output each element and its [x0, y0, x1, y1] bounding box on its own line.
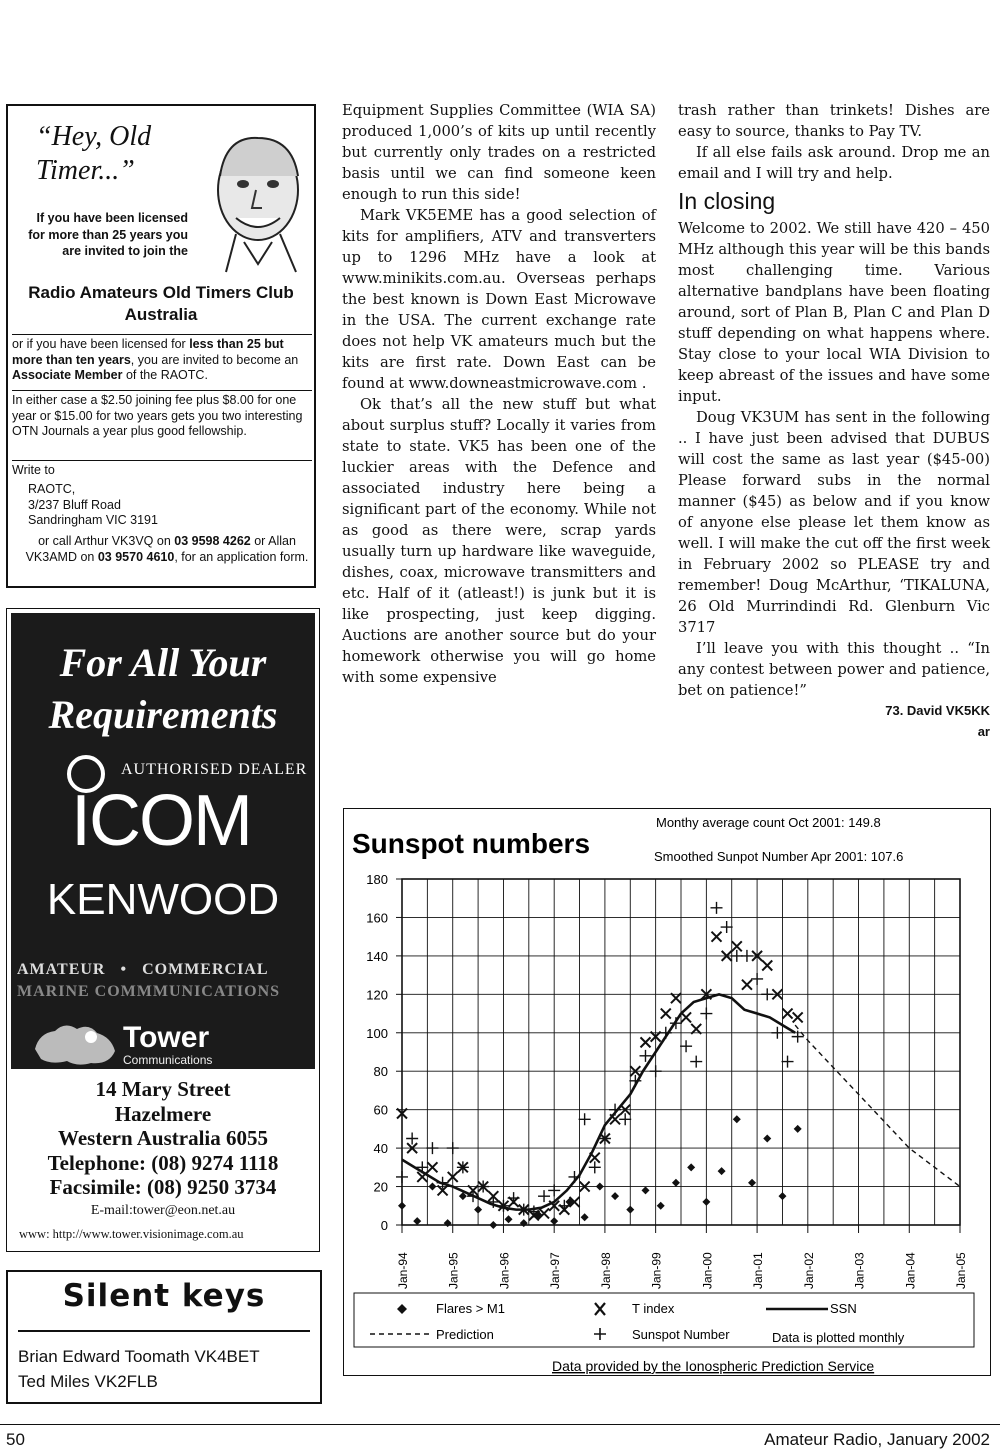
- flare-point: [672, 1179, 680, 1187]
- t-index-point: [590, 1153, 600, 1163]
- t-index-point: [762, 961, 772, 971]
- flare-point: [763, 1135, 771, 1143]
- tower-logo-text: Tower: [123, 1021, 210, 1054]
- x-tick-label: Jan-98: [598, 1252, 613, 1289]
- chart-title: Sunspot numbers: [352, 828, 591, 859]
- flare-point: [474, 1206, 482, 1214]
- tower-website: www: http://www.tower.visionimage.com.au: [19, 1227, 244, 1241]
- raotc-fees-text: In either case a $2.50 joining fee plus $8.00 for one year or $15.00 for two years gets you two interesting OTN Journals a year plus good fellowship.: [12, 390, 312, 440]
- chart-note-smoothed: Smoothed Sunpot Number Apr 2001: 107.6: [654, 849, 904, 864]
- raotc-club-name: Radio Amateurs Old Timers Club Australia: [28, 283, 294, 324]
- sunspot-number-point: [467, 1190, 479, 1202]
- flare-point: [413, 1217, 421, 1225]
- flare-point: [611, 1192, 619, 1200]
- australia-map-icon: [31, 1019, 121, 1069]
- icom-logo: ICOM: [71, 781, 251, 861]
- flare-point: [733, 1115, 741, 1123]
- authorised-dealer-label: AUTHORISED DEALER: [121, 761, 308, 778]
- sunspot-number-point: [650, 1065, 662, 1077]
- sunspot-number-point: [721, 921, 733, 933]
- flare-point: [641, 1186, 649, 1194]
- sunspot-number-point: [711, 902, 723, 914]
- ssn-line: [402, 994, 795, 1209]
- paragraph: If all else fails ask around. Drop me an email and I will try and help.: [678, 144, 990, 182]
- paragraph: trash rather than trinkets! Dishes are easy to source, thanks to Pay TV.: [678, 102, 990, 140]
- t-index-point: [610, 1114, 620, 1124]
- paragraph: I’ll leave you with this thought .. “In any contest between power and patience, bet on patience!”: [678, 640, 990, 699]
- prediction-line: [795, 1025, 960, 1186]
- y-tick-label: 0: [380, 1218, 388, 1233]
- legend-label: SSN: [830, 1301, 857, 1316]
- sunspot-number-point: [771, 1027, 783, 1039]
- tower-email: E-mail:tower@eon.net.au: [90, 1203, 236, 1218]
- tower-headline: For All Your Requirements: [48, 640, 278, 737]
- x-tick-label: Jan-97: [548, 1252, 563, 1289]
- y-tick-label: 40: [373, 1141, 388, 1157]
- y-tick-label: 120: [366, 987, 388, 1003]
- magazine-issue: Amateur Radio, January 2002: [764, 1430, 990, 1449]
- section-heading: In closing: [678, 188, 776, 214]
- flare-point: [581, 1213, 589, 1221]
- x-tick-label: Jan-96: [497, 1252, 512, 1289]
- x-tick-label: Jan-00: [700, 1252, 715, 1289]
- x-tick-label: Jan-99: [649, 1252, 664, 1289]
- sunspot-number-point: [396, 1171, 408, 1183]
- x-tick-label: Jan-94: [396, 1252, 410, 1289]
- chart-legend: [354, 1293, 974, 1347]
- raotc-write-label: Write to: [12, 460, 312, 479]
- x-tick-label: Jan-04: [903, 1252, 918, 1289]
- y-tick-label: 100: [366, 1025, 388, 1041]
- t-index-point: [640, 1037, 650, 1047]
- t-index-point: [661, 1009, 671, 1019]
- sunspot-number-point: [690, 1056, 702, 1068]
- sunspot-number-point: [579, 1113, 591, 1125]
- raotc-headline: “Hey, Old Timer...”: [36, 121, 152, 186]
- y-tick-label: 180: [366, 872, 388, 887]
- page-number: 50: [6, 1430, 25, 1449]
- flare-point: [398, 1202, 406, 1210]
- t-index-point: [681, 1012, 691, 1022]
- sunspot-number-point: [568, 1171, 580, 1183]
- flare-point: [520, 1219, 528, 1227]
- flare-point: [626, 1206, 634, 1214]
- raotc-advert: [6, 104, 316, 588]
- t-index-point: [783, 1009, 793, 1019]
- flare-point: [550, 1217, 558, 1225]
- sunspot-number-point: [700, 1008, 712, 1020]
- flare-point: [702, 1198, 710, 1206]
- sunspot-number-point: [761, 988, 773, 1000]
- flare-point: [718, 1167, 726, 1175]
- y-tick-label: 20: [373, 1179, 388, 1195]
- t-index-point: [712, 932, 722, 942]
- flare-point: [596, 1183, 604, 1191]
- silent-keys-list: [18, 1344, 260, 1394]
- amateur-commercial-label: AMATEUR • COMMERCIAL: [17, 961, 269, 978]
- y-tick-label: 60: [373, 1102, 388, 1118]
- tower-advert: [6, 608, 320, 1252]
- sunspot-number-point: [680, 1040, 692, 1052]
- list-item: Ted Miles VK2FLB: [18, 1372, 158, 1391]
- silent-keys-box: [6, 1270, 322, 1404]
- legend-label: Flares > M1: [436, 1301, 505, 1316]
- sunspot-number-point: [538, 1190, 550, 1202]
- y-tick-label: 160: [366, 910, 388, 926]
- sunspot-number-point: [751, 973, 763, 985]
- x-tick-label: Jan-95: [446, 1252, 461, 1289]
- flare-point: [794, 1125, 802, 1133]
- raotc-address: RAOTC, 3/237 Bluff Road Sandringham VIC 3191: [28, 482, 158, 527]
- t-index-point: [427, 1162, 437, 1172]
- y-tick-label: 80: [373, 1064, 388, 1080]
- chart-note-monthly: Monthy average count Oct 2001: 149.8: [656, 815, 881, 830]
- paragraph: Ok that’s all the new stuff but what about surplus stuff? Locally it varies from state to state. VK5 has been one of the luckier areas with the Defence and associated industry here being a significant part of the economy. While not as good as there were, scrap yards usually turn up hardware like waveguide, dishes, coax, microwave transmitters and etc. Half of it (atleast!) is junk but it is like prospecting, just keep digging. Auctions are another source but do your homework otherwise you will go home with some expensive: [342, 396, 656, 686]
- marine-label: MARINE COMMMUNICATIONS: [17, 983, 281, 1000]
- legend-label: Sunspot Number: [632, 1327, 730, 1342]
- y-tick-label: 140: [366, 948, 388, 964]
- old-timer-portrait-icon: [196, 124, 316, 274]
- flare-point: [444, 1219, 452, 1227]
- sunspot-number-point: [508, 1192, 520, 1204]
- x-tick-label: Jan-01: [751, 1252, 766, 1289]
- paragraph: Equipment Supplies Committee (WIA SA) produced 1,000’s of kits up until recently but currently only trades on a restricted basis until we can find someone keen enough to run this side!: [342, 102, 656, 203]
- flare-point: [505, 1215, 513, 1223]
- raotc-intro: If you have been licensed for more than 25 years you are invited to join the: [28, 211, 188, 258]
- raotc-phone-text: or call Arthur VK3VQ on 03 9598 4262 or Allan VK3AMD on 03 9570 4610, for an application form.: [25, 534, 309, 564]
- flare-point: [778, 1192, 786, 1200]
- x-tick-label: Jan-03: [852, 1252, 867, 1289]
- sunspot-chart-plot: [344, 809, 990, 1375]
- flare-point: [489, 1221, 497, 1229]
- tower-logo-subtext: Communications: [123, 1053, 213, 1067]
- sunspot-chart: [343, 808, 991, 1376]
- paragraph: Mark VK5EME has a good selection of kits for amplifiers, ATV and transverters up to 1296 MHz have a look at www.minikits.com.au. Overseas perhaps the best known is Down East Microwave in the USA. The current exchange rate does not help VK amateurs much but the kits are first rate. Down East can be found at www.downeastmicrowave.com .: [342, 207, 656, 392]
- x-tick-label: Jan-05: [954, 1252, 968, 1289]
- flare-point: [428, 1183, 436, 1191]
- raotc-associate-text: or if you have been licensed for less than 25 but more than ten years, you are invited to become an Associate Member of the RAOTC.: [12, 334, 312, 384]
- legend-note: Data is plotted monthly: [772, 1330, 905, 1345]
- divider: [18, 1330, 310, 1332]
- sunspot-number-point: [447, 1142, 459, 1154]
- article-column-1: [342, 100, 656, 688]
- flare-point: [687, 1163, 695, 1171]
- paragraph: Welcome to 2002. We still have 420 – 450 MHz although this year will be this bands most challenging time. Various alternative bandplans have been floating around, sort of Plan B, Plan C and Plan D stuff depending on what happens where. Stay close to your local WIA Division to keep abreast of the issues and have some input.: [678, 220, 990, 405]
- sunspot-number-point: [426, 1142, 438, 1154]
- flare-point: [657, 1202, 665, 1210]
- tower-advert-banner: [11, 613, 315, 1069]
- author-signoff: 73. David VK5KK: [885, 703, 990, 718]
- flare-point: [748, 1179, 756, 1187]
- kenwood-logo: KENWOOD: [46, 875, 280, 924]
- list-item: Brian Edward Toomath VK4BET: [18, 1347, 260, 1366]
- sunspot-number-point: [782, 1056, 794, 1068]
- silent-keys-title: Silent keys: [62, 1278, 266, 1314]
- t-index-point: [793, 1012, 803, 1022]
- footer-divider: [0, 1424, 1000, 1425]
- article-column-2: [678, 100, 990, 741]
- end-mark: ar: [977, 724, 990, 739]
- chart-source: Data provided by the Ionospheric Prediction Service: [552, 1358, 875, 1374]
- t-index-point: [732, 941, 742, 951]
- legend-label: Prediction: [436, 1327, 494, 1342]
- tower-address: 14 Mary Street Hazelmere Western Australia 6055 Telephone: (08) 9274 1118 Facsimile: (08) 9250 3734: [47, 1077, 279, 1199]
- paragraph: Doug VK3UM has sent in the following .. I have just been advised that DUBUS will cost the same as last year ($45-00) Please forward subs in the normal manner ($45) as below and if you know of anyone else please let them know as well. I will make the cut off the first week in February 2002 so PLEASE try and remember! Doug McArthur, ‘TIKALUNA, 26 Old Murrindindi Rd. Glenburn Vic 3717: [678, 409, 990, 636]
- x-tick-label: Jan-02: [801, 1252, 816, 1289]
- sunspot-number-point: [741, 950, 753, 962]
- t-index-point: [742, 980, 752, 990]
- legend-label: T index: [632, 1301, 675, 1316]
